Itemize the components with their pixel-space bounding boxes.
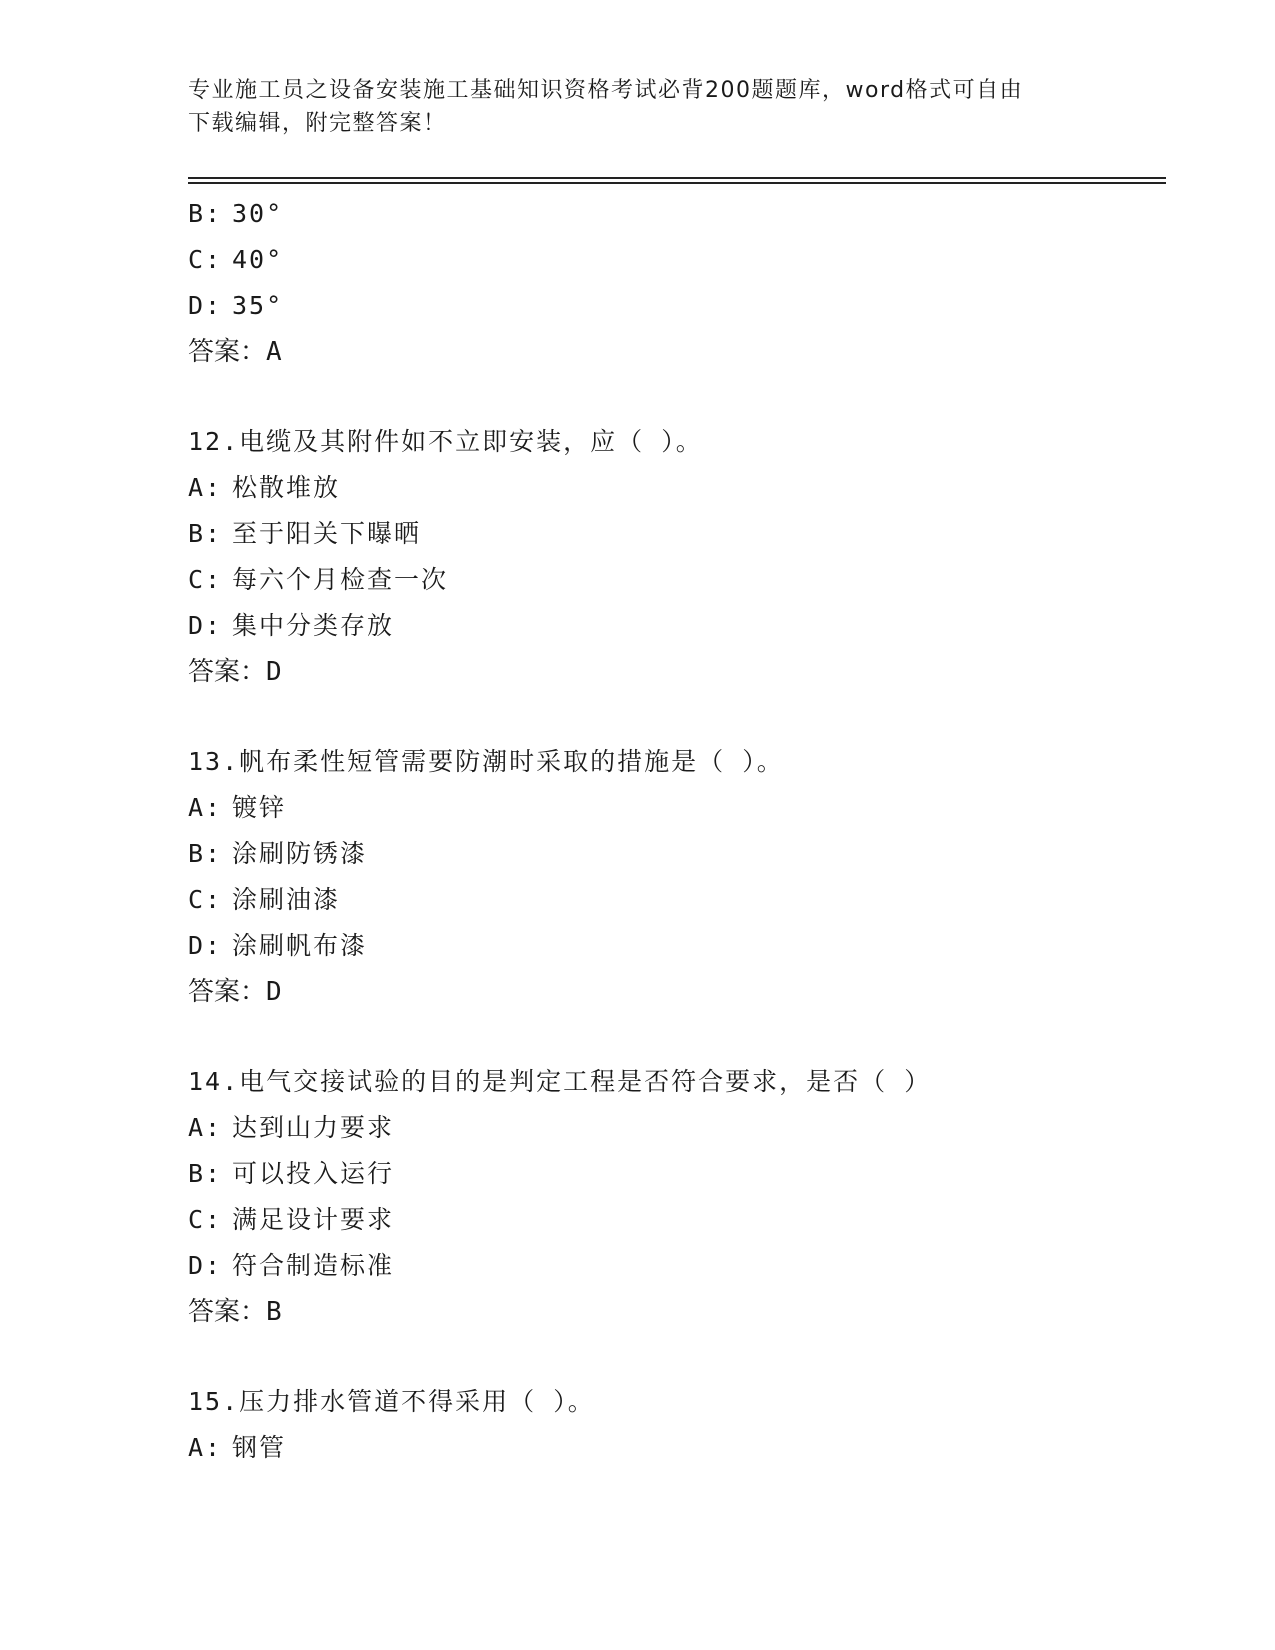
header-divider-bottom	[188, 182, 1166, 184]
option-text: 至于阳关下曝晒	[232, 519, 422, 548]
option-text: 可以投入运行	[232, 1159, 395, 1188]
option-letter: D:	[188, 611, 223, 640]
answer-value: B	[266, 1297, 282, 1327]
question-stem	[188, 419, 1168, 465]
answer-label: 答案：	[188, 337, 267, 367]
option-text: 30°	[232, 199, 284, 228]
option-b	[188, 191, 1168, 237]
option-text: 涂刷油漆	[232, 885, 341, 914]
answer-line	[188, 969, 1168, 1015]
option-text: 涂刷防锈漆	[232, 839, 368, 868]
answer-line	[188, 649, 1168, 695]
question-list	[188, 191, 1168, 1471]
option-a	[188, 1105, 1168, 1151]
option-b	[188, 511, 1168, 557]
spacer	[188, 375, 1168, 419]
option-letter: C:	[188, 245, 223, 274]
option-text: 40°	[232, 245, 284, 274]
spacer	[188, 1015, 1168, 1059]
answer-value: D	[266, 657, 282, 687]
option-d	[188, 283, 1168, 329]
option-c	[188, 557, 1168, 603]
question-number: 14.	[188, 1067, 240, 1096]
option-text: 35°	[232, 291, 284, 320]
question-text: 电缆及其附件如不立即安装，应（ ）。	[239, 427, 703, 456]
question-12	[188, 419, 1168, 695]
option-d	[188, 923, 1168, 969]
option-c	[188, 237, 1168, 283]
option-c	[188, 1197, 1168, 1243]
option-letter: D:	[188, 291, 223, 320]
option-text: 松散堆放	[232, 473, 341, 502]
option-letter: A:	[188, 473, 223, 502]
answer-label: 答案：	[188, 657, 267, 687]
option-text: 符合制造标准	[232, 1251, 395, 1280]
option-letter: B:	[188, 519, 223, 548]
option-text: 每六个月检查一次	[232, 565, 449, 594]
option-a	[188, 465, 1168, 511]
option-letter: C:	[188, 885, 223, 914]
option-a	[188, 785, 1168, 831]
option-letter: C:	[188, 565, 223, 594]
option-d	[188, 603, 1168, 649]
question-text: 压力排水管道不得采用（ ）。	[239, 1387, 595, 1416]
option-b	[188, 831, 1168, 877]
spacer	[188, 695, 1168, 739]
answer-value: A	[266, 337, 282, 367]
option-text: 镀锌	[232, 793, 287, 822]
document-header	[188, 74, 1088, 140]
header-divider-top	[188, 177, 1166, 179]
question-13	[188, 739, 1168, 1015]
option-a	[188, 1425, 1168, 1471]
option-b	[188, 1151, 1168, 1197]
answer-label: 答案：	[188, 1297, 267, 1327]
question-stem	[188, 739, 1168, 785]
answer-line	[188, 329, 1168, 375]
header-title-line-1: 专业施工员之设备安装施工基础知识资格考试必背200题题库，word格式可自由	[188, 78, 1024, 103]
question-number: 12.	[188, 427, 240, 456]
option-text: 涂刷帆布漆	[232, 931, 368, 960]
question-text: 帆布柔性短管需要防潮时采取的措施是（ ）。	[239, 747, 784, 776]
question-stem	[188, 1379, 1168, 1425]
option-text: 满足设计要求	[232, 1205, 395, 1234]
option-letter: B:	[188, 839, 223, 868]
option-text: 集中分类存放	[232, 611, 395, 640]
option-letter: A:	[188, 1433, 223, 1462]
option-text: 达到山力要求	[232, 1113, 395, 1142]
question-text: 电气交接试验的目的是判定工程是否符合要求，是否（ ）	[239, 1067, 932, 1096]
question-11-partial	[188, 191, 1168, 375]
option-text: 钢管	[232, 1433, 287, 1462]
option-letter: D:	[188, 1251, 223, 1280]
option-letter: B:	[188, 1159, 223, 1188]
option-c	[188, 877, 1168, 923]
question-stem	[188, 1059, 1168, 1105]
question-number: 15.	[188, 1387, 240, 1416]
spacer	[188, 1335, 1168, 1379]
answer-label: 答案：	[188, 977, 267, 1007]
question-number: 13.	[188, 747, 240, 776]
answer-value: D	[266, 977, 282, 1007]
option-d	[188, 1243, 1168, 1289]
answer-line	[188, 1289, 1168, 1335]
option-letter: B:	[188, 199, 223, 228]
header-title-line-2: 下载编辑，附完整答案！	[188, 111, 447, 136]
option-letter: D:	[188, 931, 223, 960]
question-14	[188, 1059, 1168, 1335]
option-letter: C:	[188, 1205, 223, 1234]
question-15	[188, 1379, 1168, 1471]
option-letter: A:	[188, 1113, 223, 1142]
option-letter: A:	[188, 793, 223, 822]
